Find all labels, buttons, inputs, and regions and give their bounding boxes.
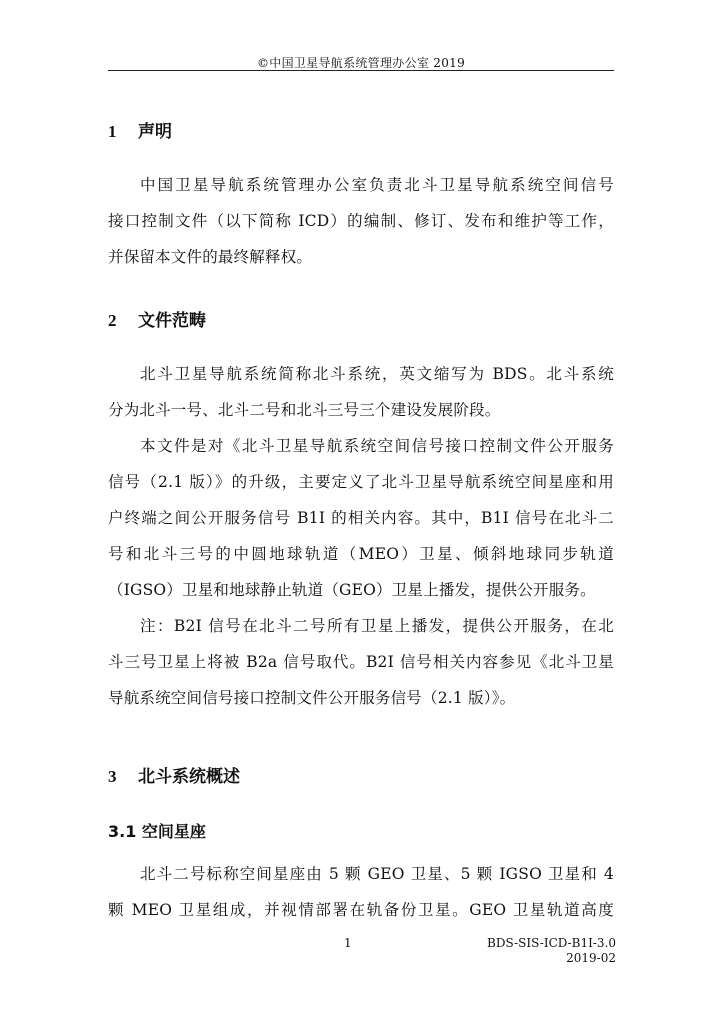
paragraph-line: 注：B2I 信号在北斗二号所有卫星上播发，提供公开服务，在北 [140, 617, 614, 635]
paragraph-line: 接口控制文件（以下简称 ICD）的编制、修订、发布和维护等工作， [108, 212, 614, 230]
paragraph-line: 号和北斗三号的中圆地球轨道（MEO）卫星、倾斜地球同步轨道 [108, 545, 614, 563]
paragraph-line: 北斗二号标称空间星座由 5 颗 GEO 卫星、5 颗 IGSO 卫星和 4 [140, 865, 614, 883]
section-heading [108, 762, 240, 787]
section-title: 文件范畴 [138, 311, 206, 331]
subsection-heading: 3.1 空间星座 [108, 822, 206, 841]
section-heading [108, 117, 172, 142]
section-number: 3 [108, 767, 117, 786]
paragraph-line: 本文件是对《北斗卫星导航系统空间信号接口控制文件公开服务 [140, 437, 614, 455]
header-rule [108, 70, 614, 71]
page-header: ©中国卫星导航系统管理办公室 2019 [256, 56, 466, 70]
paragraph-line: 中国卫星导航系统管理办公室负责北斗卫星导航系统空间信号 [140, 176, 614, 194]
page-number: 1 [344, 936, 352, 950]
document-id: BDS-SIS-ICD-B1I-3.0 [487, 936, 616, 950]
section-number: 1 [108, 122, 117, 141]
paragraph-line: 信号（2.1 版）》的升级，主要定义了北斗卫星导航系统空间星座和用 [108, 473, 614, 491]
section-heading [108, 306, 206, 331]
section-title: 声明 [138, 122, 172, 142]
document-id-block [487, 936, 616, 966]
paragraph-line: 并保留本文件的最终解释权。 [108, 248, 313, 266]
section-number: 2 [108, 311, 117, 330]
paragraph-line: 导航系统空间信号接口控制文件公开服务信号（2.1 版）》。 [108, 689, 516, 707]
paragraph-line: （IGSO）卫星和地球静止轨道（GEO）卫星上播发，提供公开服务。 [108, 581, 596, 599]
paragraph-line: 颗 MEO 卫星组成，并视情部署在轨备份卫星。GEO 卫星轨道高度 [108, 901, 614, 919]
document-date: 2019-02 [566, 951, 616, 965]
section-title: 北斗系统概述 [138, 767, 240, 787]
paragraph-line: 斗三号卫星上将被 B2a 信号取代。B2I 信号相关内容参见《北斗卫星 [108, 653, 614, 671]
paragraph-line: 分为北斗一号、北斗二号和北斗三号三个建设发展阶段。 [108, 401, 501, 419]
paragraph-line: 北斗卫星导航系统简称北斗系统，英文缩写为 BDS。北斗系统 [140, 365, 614, 383]
paragraph-line: 户终端之间公开服务信号 B1I 的相关内容。其中，B1I 信号在北斗二 [108, 509, 614, 527]
